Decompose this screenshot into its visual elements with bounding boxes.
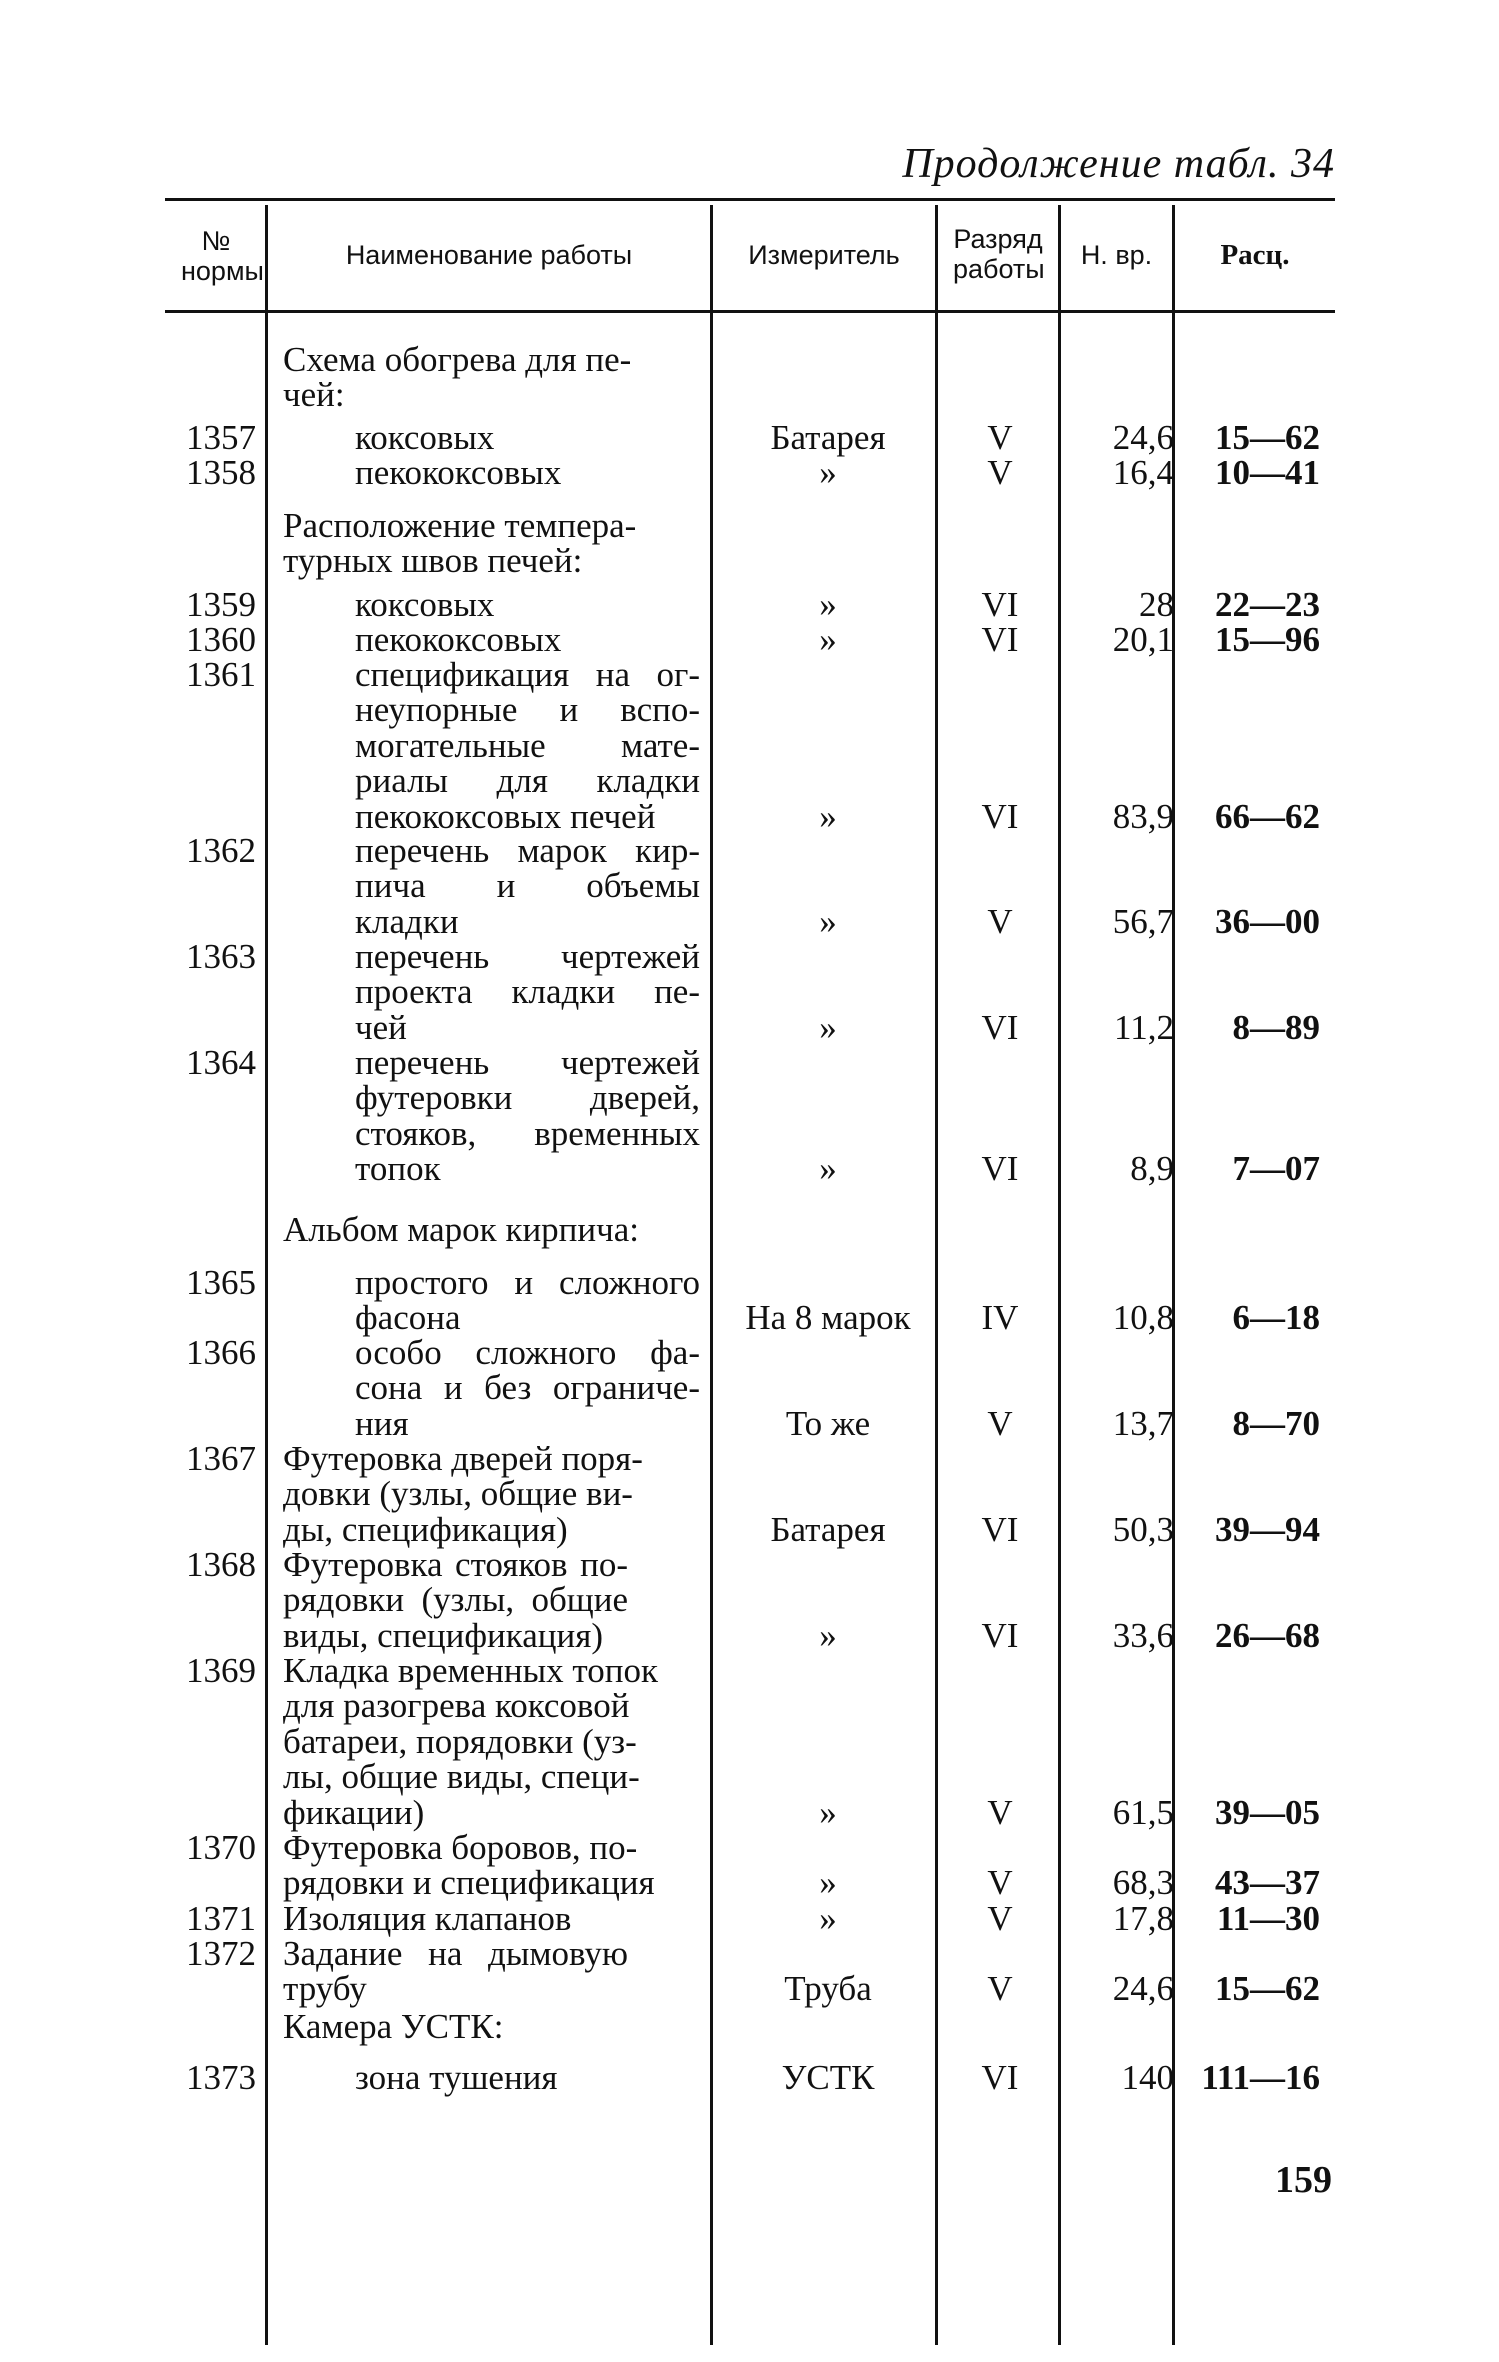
time-norm: 20,1	[1112, 620, 1174, 659]
header-grade-text: Разряд работы	[953, 224, 1045, 284]
work-name-line: Футеровка стояков по-	[283, 1545, 628, 1584]
rate-price: 43—37	[1215, 1863, 1320, 1903]
work-name-line: ния	[355, 1403, 409, 1443]
rate-price: 11—30	[1216, 1899, 1320, 1938]
time-norm: 8,9	[1130, 1149, 1174, 1189]
norm-number: 1366	[186, 1333, 256, 1372]
work-name-line: рядовки (узлы, общие	[283, 1580, 628, 1620]
work-grade: V	[987, 1899, 1013, 1938]
work-name-line: перечень марок кир-	[355, 831, 700, 870]
time-norm: 140	[1121, 2058, 1174, 2097]
work-name-line: рядовки и спецификация	[283, 1863, 655, 1903]
norm-number: 1372	[186, 1934, 256, 1973]
work-grade: V	[987, 1863, 1013, 1903]
measure-unit: Труба	[784, 1969, 872, 2009]
work-name-line: ды, спецификация)	[283, 1509, 568, 1549]
norm-number: 1363	[186, 937, 256, 976]
time-norm: 17,8	[1112, 1899, 1174, 1938]
work-name-line: Схема обогрева для пе-	[283, 340, 632, 379]
work-name-line: пекококсовых	[355, 620, 562, 659]
work-name-line: Задание на дымовую	[283, 1934, 628, 1973]
work-grade: V	[987, 418, 1013, 457]
work-name-line: зона тушения	[355, 2058, 558, 2097]
measure-unit: На 8 марок	[745, 1298, 911, 1338]
work-name-line: пекококсовых	[355, 453, 562, 492]
measure-unit: То же	[785, 1403, 871, 1443]
rate-price: 10—41	[1215, 453, 1320, 492]
work-name-line: пекококсовых печей	[355, 796, 656, 836]
norm-number: 1370	[186, 1828, 256, 1867]
page-number: 159	[1275, 2159, 1332, 2201]
work-grade: VI	[981, 2058, 1019, 2097]
norm-number: 1364	[186, 1043, 256, 1082]
work-name-line: трубу	[283, 1969, 367, 2009]
work-grade: VI	[981, 1509, 1019, 1549]
work-name-line: Футеровка дверей поря-	[283, 1439, 643, 1478]
work-name-line: довки (узлы, общие ви-	[283, 1474, 633, 1514]
column-divider-4	[1058, 205, 1061, 2345]
work-name-line: фасона	[355, 1298, 461, 1338]
time-norm: 28	[1139, 585, 1174, 624]
work-grade: VI	[981, 585, 1019, 624]
rate-price: 39—05	[1215, 1792, 1320, 1832]
norm-number: 1358	[186, 453, 256, 492]
work-grade: V	[987, 1403, 1013, 1443]
header-num-text: № нормы	[181, 226, 264, 286]
column-divider-5	[1172, 205, 1175, 2345]
rate-price: 7—07	[1232, 1149, 1320, 1189]
table-caption: Продолжение табл. 34	[902, 141, 1335, 187]
work-grade: VI	[981, 1615, 1019, 1655]
work-name-line: лы, общие виды, специ-	[283, 1757, 640, 1797]
header-grade	[938, 224, 1058, 284]
time-norm: 11,2	[1114, 1007, 1174, 1047]
header-bottom-rule	[165, 310, 1335, 313]
work-grade: V	[987, 1792, 1013, 1832]
work-name-line: перечень чертежей	[355, 937, 700, 976]
work-grade: VI	[981, 1149, 1019, 1189]
header-unit: Измеритель	[748, 240, 900, 270]
measure-unit: »	[819, 453, 837, 492]
measure-unit: »	[819, 1863, 837, 1903]
work-grade: VI	[981, 1007, 1019, 1047]
work-name-line: коксовых	[355, 418, 495, 457]
work-name-line: спецификация на ог-	[355, 655, 700, 694]
time-norm: 10,8	[1112, 1298, 1174, 1338]
work-name-line: виды, спецификация)	[283, 1615, 603, 1655]
work-name-line: коксовых	[355, 585, 495, 624]
header-rate: Расц.	[1220, 239, 1290, 271]
work-name-line: проекта кладки пе-	[355, 972, 700, 1012]
work-name-line: Расположение темпера-	[283, 506, 637, 545]
work-name-line: батареи, порядовки (уз-	[283, 1721, 637, 1761]
work-name-line: риалы для кладки	[355, 761, 700, 801]
work-name-line: кладки	[355, 901, 459, 941]
time-norm: 24,6	[1112, 418, 1174, 457]
measure-unit: »	[819, 1149, 837, 1189]
measure-unit: Батарея	[770, 418, 886, 457]
norm-number: 1360	[186, 620, 256, 659]
norm-number: 1367	[186, 1439, 256, 1478]
rate-price: 15—96	[1215, 620, 1320, 659]
measure-unit: »	[819, 1899, 837, 1938]
rate-price: 36—00	[1215, 901, 1320, 941]
column-divider-2	[710, 205, 713, 2345]
work-grade: IV	[981, 1298, 1019, 1338]
rate-price: 22—23	[1215, 585, 1320, 624]
work-grade: V	[987, 901, 1013, 941]
work-name-line: неупорные и вспо-	[355, 690, 700, 730]
measure-unit: »	[819, 1615, 837, 1655]
time-norm: 13,7	[1112, 1403, 1174, 1443]
work-name-line: перечень чертежей	[355, 1043, 700, 1082]
time-norm: 61,5	[1112, 1792, 1174, 1832]
work-name-line: топок	[355, 1149, 441, 1189]
norm-number: 1373	[186, 2058, 256, 2097]
work-grade: VI	[981, 620, 1019, 659]
work-grade: V	[987, 1969, 1013, 2009]
time-norm: 16,4	[1112, 453, 1174, 492]
measure-unit: »	[819, 796, 837, 836]
rate-price: 15—62	[1215, 1969, 1320, 2009]
measure-unit: »	[819, 585, 837, 624]
work-name-line: могательные мате-	[355, 725, 700, 765]
work-name-line: Кладка временных топок	[283, 1651, 658, 1690]
rate-price: 15—62	[1215, 418, 1320, 457]
measure-unit: »	[819, 901, 837, 941]
work-grade: V	[987, 453, 1013, 492]
header-time: Н. вр.	[1080, 240, 1153, 270]
rate-price: 111—16	[1201, 2058, 1320, 2097]
time-norm: 83,9	[1112, 796, 1174, 836]
time-norm: 68,3	[1112, 1863, 1174, 1903]
norm-number: 1365	[186, 1263, 256, 1302]
work-name-line: Футеровка боровов, по-	[283, 1828, 638, 1867]
rate-price: 8—89	[1232, 1007, 1320, 1047]
work-name-line: Альбом марок кирпича:	[283, 1210, 639, 1249]
work-name-line: чей	[355, 1007, 407, 1047]
time-norm: 56,7	[1112, 901, 1174, 941]
work-name-line: турных швов печей:	[283, 541, 583, 581]
rate-price: 26—68	[1215, 1615, 1320, 1655]
measure-unit: »	[819, 1792, 837, 1832]
work-name-line: пича и объемы	[355, 866, 700, 906]
column-divider-1	[265, 205, 268, 2345]
measure-unit: »	[819, 1007, 837, 1047]
rate-price: 8—70	[1232, 1403, 1320, 1443]
norm-number: 1361	[186, 655, 256, 694]
norm-number: 1371	[186, 1899, 256, 1938]
rate-price: 39—94	[1215, 1509, 1320, 1549]
work-name-line: фикации)	[283, 1792, 425, 1832]
work-name-line: футеровки дверей,	[355, 1078, 700, 1118]
rate-price: 66—62	[1215, 796, 1320, 836]
norm-number: 1359	[186, 585, 256, 624]
work-grade: VI	[981, 796, 1019, 836]
norm-number: 1362	[186, 831, 256, 870]
work-name-line: сона и без ограниче-	[355, 1368, 700, 1408]
work-name-line: стояков, временных	[355, 1113, 700, 1153]
work-name-line: чей:	[283, 375, 345, 415]
time-norm: 33,6	[1112, 1615, 1174, 1655]
work-name-line: Камера УСТК:	[283, 2007, 504, 2046]
norm-number: 1369	[186, 1651, 256, 1690]
header-num	[166, 226, 266, 286]
time-norm: 50,3	[1112, 1509, 1174, 1549]
measure-unit: УСТК	[781, 2058, 875, 2097]
measure-unit: »	[819, 620, 837, 659]
column-divider-3	[935, 205, 938, 2345]
table-top-rule	[165, 198, 1335, 201]
work-name-line: для разогрева коксовой	[283, 1686, 630, 1726]
rate-price: 6—18	[1232, 1298, 1320, 1338]
measure-unit: Батарея	[770, 1509, 886, 1549]
work-name-line: Изоляция клапанов	[283, 1899, 572, 1938]
work-name-line: простого и сложного	[355, 1263, 700, 1302]
time-norm: 24,6	[1112, 1969, 1174, 2009]
work-name-line: особо сложного фа-	[355, 1333, 700, 1372]
header-name: Наименование работы	[345, 240, 633, 270]
norm-number: 1357	[186, 418, 256, 457]
norm-number: 1368	[186, 1545, 256, 1584]
